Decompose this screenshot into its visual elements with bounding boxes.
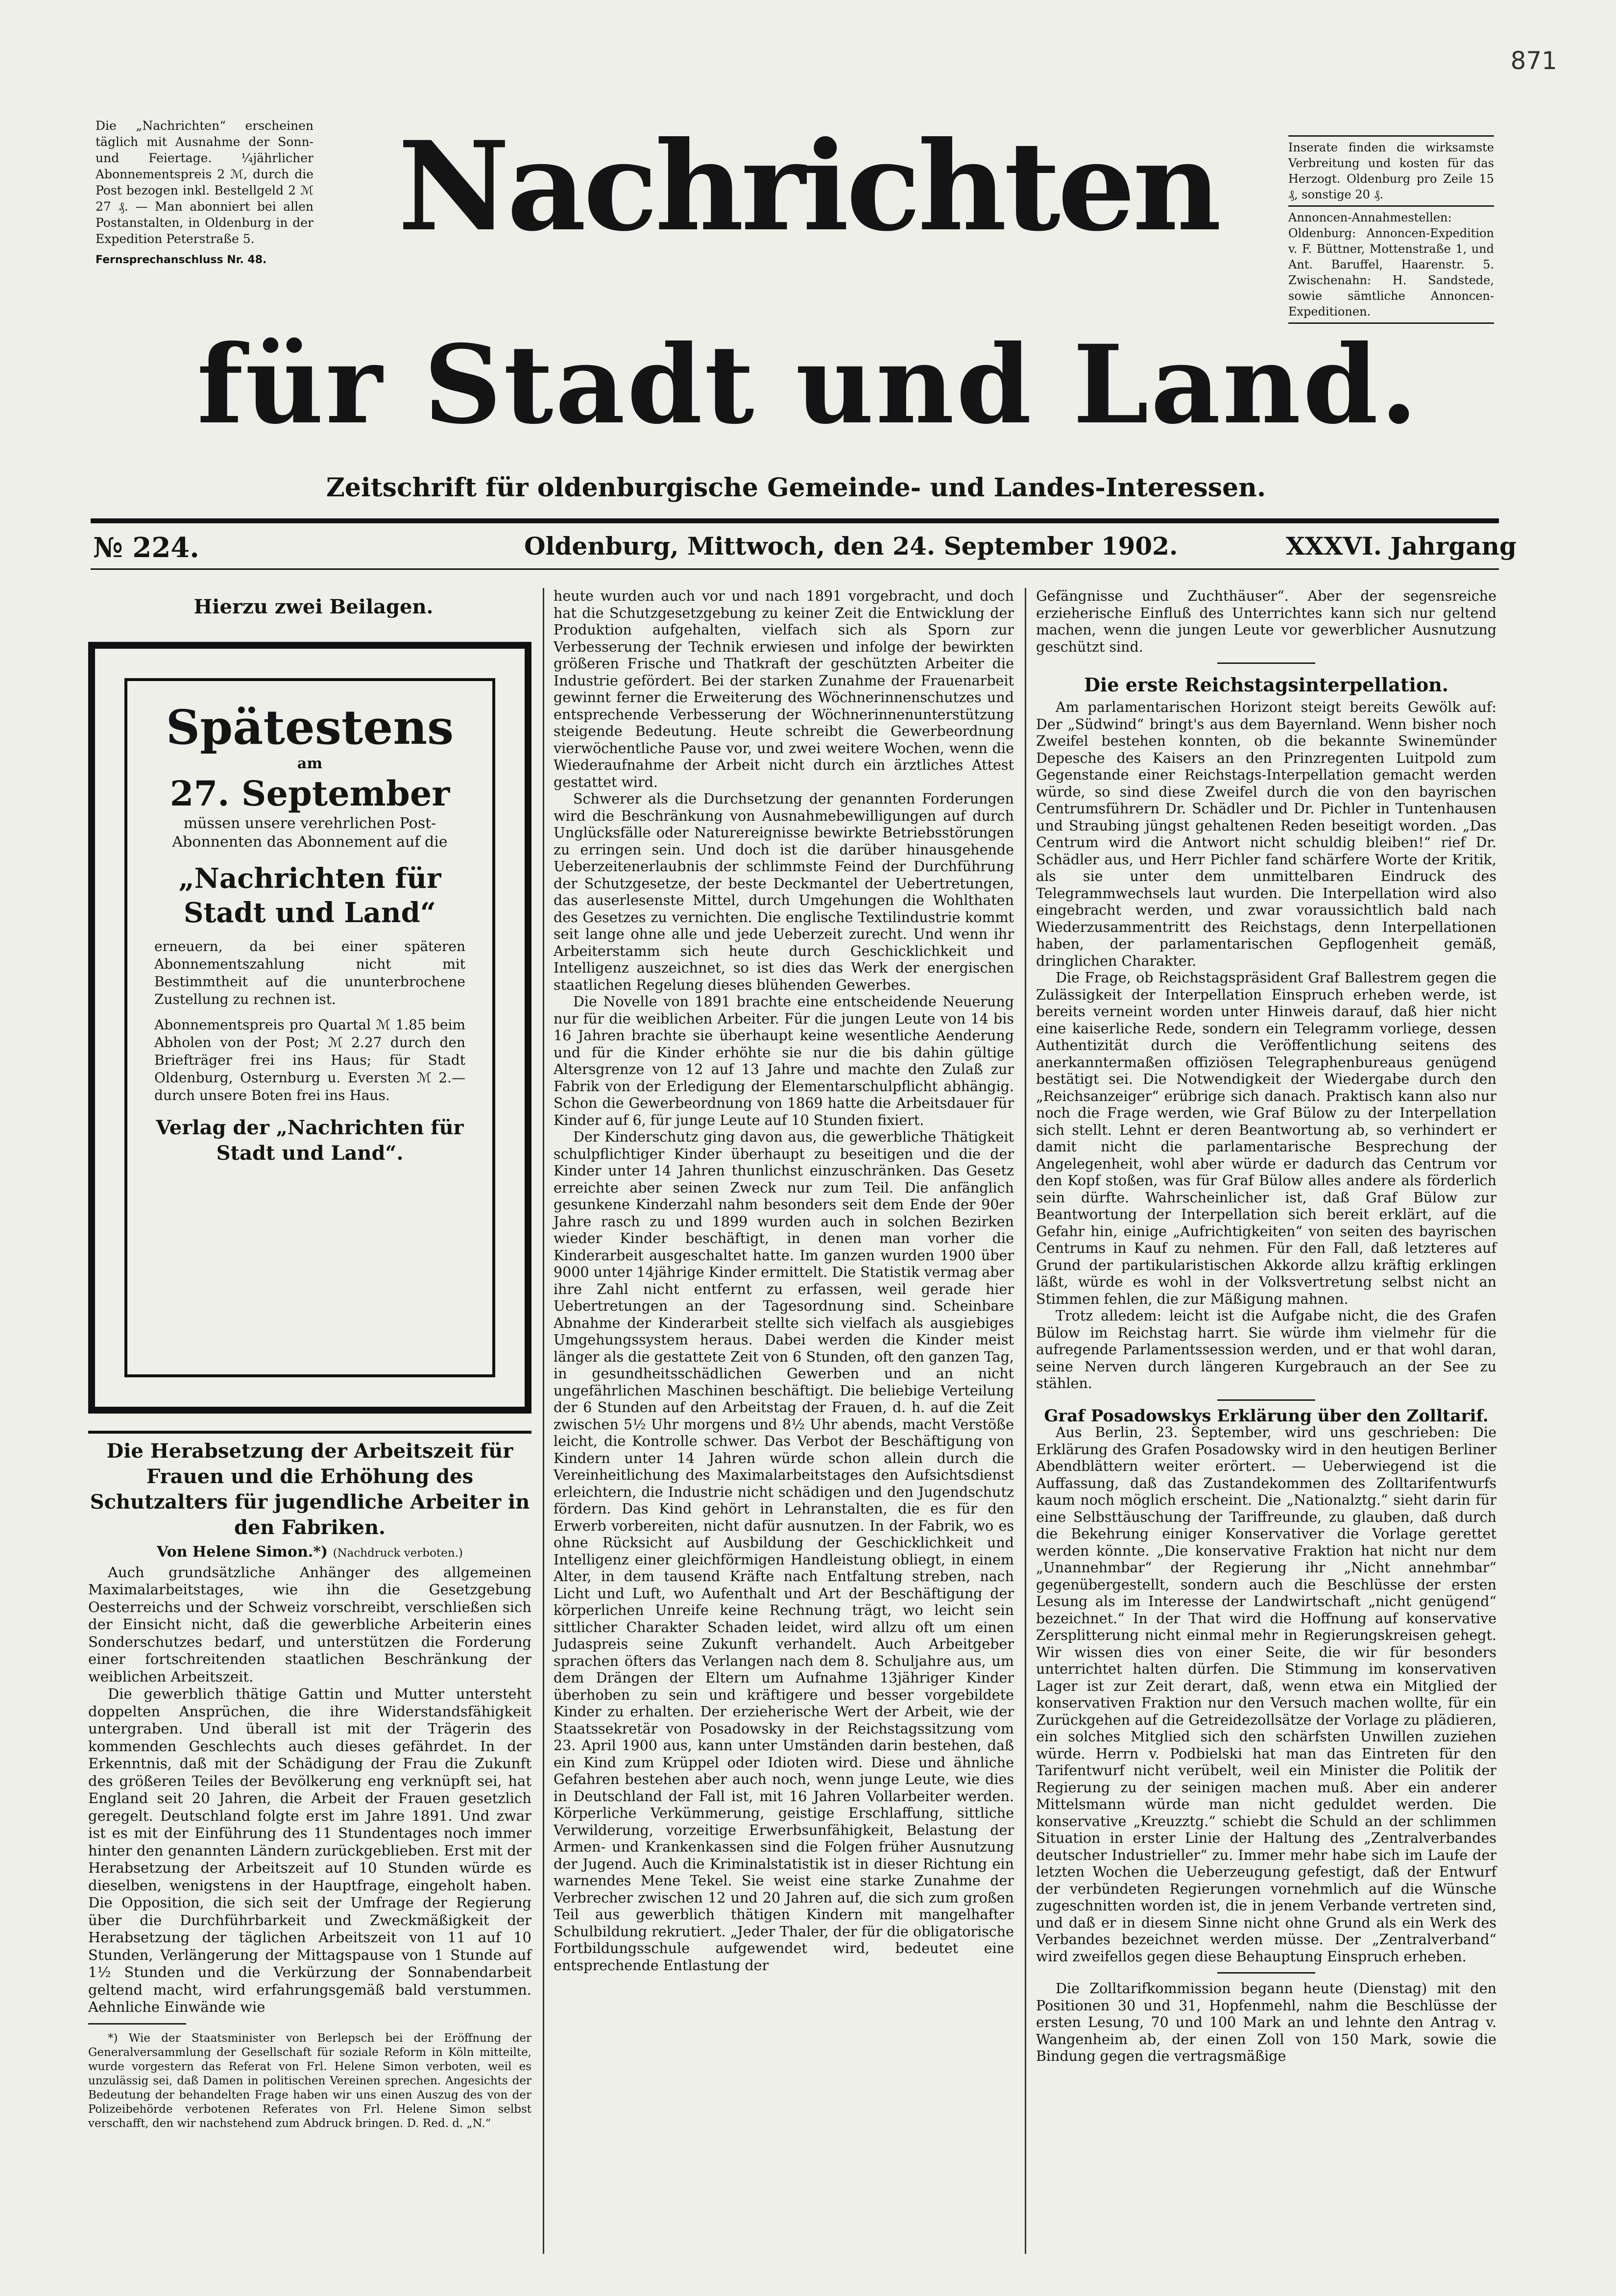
advertising-rates: Inserate finden die wirksamste Verbreitung und kosten für das Herzogt. Oldenburg pro Zeile 15 ₰, sonstige 20 ₰. xyxy=(1288,141,1494,201)
supplements-note: Hierzu zwei Beilagen. xyxy=(193,595,434,618)
interpellation-headline: Die erste Reichstagsinterpellation. xyxy=(1084,674,1449,696)
author: Von Helene Simon.*) xyxy=(157,1543,328,1561)
issue-date: Oldenburg, Mittwoch, den 24. September 1902. xyxy=(524,532,1178,561)
header-rule-top xyxy=(91,518,1499,523)
article-paragraph: heute wurden auch vor und nach 1891 vorgebracht, und doch hat die Schutzgesetzgebung zu keiner Zeit die Entwicklung der Produktion aufgehalten, vielfach sich als Sporn zur Verbesserung der Technik erwiesen und infolge der bewirkten größeren Frische und Thatkraft der geschützten Arbeiter die Industrie gefördert. Bei der starken Zunahme der Frauenarbeit gewinnt ferner die Erweiterung des Wöchnerinnenschutzes und entsprechende Verbesserung der Wöchnerinnenunterstützung steigende Bedeutung. Heute schreibt die Gewerbeordnung vierwöchentliche Pause vor, und zwei weitere Wochen, wenn die Wiederaufnahme der Arbeit nicht durch ein ärztliches Attest gestattet wird. xyxy=(554,588,1014,790)
article-headline: Die Herabsetzung der Arbeitszeit für Frauen und die Erhöhung des Schutzalters für jugendliche Arbeiter in den Fabriken. xyxy=(90,1440,530,1539)
ad-text-1: müssen unsere verehrlichen Post-Abonnenten das Abonnement auf die xyxy=(172,815,448,851)
tagline: Zeitschrift für oldenburgische Gemeinde- und Landes-Interessen. xyxy=(326,473,1266,503)
article-paragraph: Gefängnisse und Zuchthäuser“. Aber der segensreiche erzieherische Einfluß des Unterrichtes kann sich nur geltend machen, wenn die jungen Leute vor gewerblicher Ausnutzung geschützt sind. xyxy=(1036,588,1496,655)
article-paragraph: Der Kinderschutz ging davon aus, die gewerbliche Thätigkeit schulpflichtiger Kinder überhaupt zu beseitigen und die der Kinder unter 14 Jahren thunlichst einzuschränken. Das Gesetz erreichte aber seinen Zweck nur zum Teil. Die anfänglich gesunkene Kinderzahl nahm besonders seit dem Ende der 90er Jahre rasch zu und 1899 wurden auch in solchen Bezirken wieder Kinder beschäftigt, in denen man vorher die Kinderarbeit ausgeschaltet hatte. Im ganzen wurden 1900 über 9000 unter 14jährige Kinder ermittelt. Die Statistik vermag aber ihre Zahl nicht entfernt zu erfassen, weil gerade hier Uebertretungen an der Tagesordnung sind. Scheinbare Abnahme der Kinderarbeit stellte sich vielfach als ausgiebiges Umgehungssystem heraus. Dabei werden die Kinder meist länger als die gestattete Zeit von 6 Stunden, oft den ganzen Tag, in gesundheitsschädlichen Gewerben und an nicht ungefährlichen Maschinen beschäftigt. Die beliebige Verteilung der 6 Stunden auf den Arbeitstag der Frauen, d. h. auf die Zeit zwischen 5½ Uhr morgens und 8½ Uhr abends, macht Verstöße leicht, die Kontrolle schwer. Das Verbot der Beschäftigung von Kindern unter 14 Jahren würde schon allein durch die Vereinheitlichung des Maximalarbeitstages den Aufsichtsdienst erleichtern, die Industrie nicht schädigen und den Jugendschutz fördern. Das Kind gehört in Lehranstalten, die es für den Erwerb vorbereiten, nicht dafür ausnutzen. In der Fabrik, wo es ohne Rücksicht auf Ausbildung der Geschicklichkeit und Intelligenz einer gleichförmigen Handleistung obliegt, in einem Alter, in dem tausend Kräfte nach Entfaltung streben, nach Licht und Luft, wo Aufenthalt und Art der Beschäftigung der körperlichen Unreife keine Rechnung trägt, wo leicht sein sittlicher Charakter Schaden leidet, wird allzu oft um einen Judaspreis seine Zukunft verhandelt. Auch Arbeitgeber sprachen öfters das Verlangen nach dem 8. Schuljahre aus, um dem Drängen der Eltern um Aufnahme 13jähriger Kinder überhoben zu sein und kräftigere und besser vorgebildete Kinder zu erhalten. Der erzieherische Wert der Arbeit, wie der Staatssekretär von Posadowsky in der Reichstagssitzung vom 23. April 1900 aus, kann unter Umständen darin bestehen, daß ein Kind zum Krüppel oder Idioten wird. Diese und ähnliche Gefahren bestehen aber auch noch, wenn junge Leute, wie dies in Deutschland der Fall ist, mit 16 Jahren Vollarbeiter werden. Körperliche Verkümmerung, geistige Erschlaffung, sittliche Verwilderung, vorzeitige Erwerbsunfähigkeit, Belastung der Armen- und Krankenkassen sind die Folgen früher Ausnutzung der Jugend. Auch die Kriminalstatistik ist in dieser Richtung ein warnendes Mene Tekel. Sie weist eine starke Zunahme der Verbrecher zwischen 12 und 20 Jahren auf, die sich zum großen Teil aus gewerblich thätigen Kindern mit mangelhafter Schulbildung rekrutiert. „Jeder Thaler, der für die obligatorische Fortbildungsschule aufgewendet wird, bedeutet eine entsprechende Entlastung der xyxy=(554,1129,1014,1974)
article-paragraph: Schwerer als die Durchsetzung der genannten Forderungen wird die Beschränkung von Ausnahmebewilligungen auf durch Unglücksfälle oder Naturereignisse bewirkte Betriebsstörungen zu erringen sein. Und doch ist die darüber hinausgehende Ueberzeitenerlaubnis der schlimmste Feind der Durchführung der Schutzgesetze, der beste Deckmantel der Uebertretungen, das auserlesenste Mittel, durch Umgehungen die Wohlthaten des Gesetzes zu vernichten. Die englische Textilindustrie kommt seit lange ohne alle und jede Ueberzeit zurecht. Und wenn ihr Arbeiterstamm sich heute durch Geschicklichkeit und Intelligenz auszeichnet, so ist dies das Werk der energischen staatlichen Regelung dieses blühenden Gewerbes. xyxy=(554,791,1014,993)
column-3 xyxy=(1036,588,1496,2065)
article-paragraph: Die gewerblich thätige Gattin und Mutter untersteht doppelten Ansprüchen, die ihre Widerstandsfähigkeit untergraben. Und überall ist mit der Trägerin des kommenden Geschlechts auch dieses gefährdet. In der Erkenntnis, daß mit der Schädigung der Frau die Zukunft des größeren Teiles der Bevölkerung eng verknüpft sei, hat England seit 20 Jahren, die Arbeit der Frauen gesetzlich geregelt. Deutschland folgte erst im Jahre 1891. Und zwar ist es mit der Einführung des 11 Stundentages noch immer hinter den genannten Ländern zurückgeblieben. Erst mit der Herabsetzung der Arbeitszeit auf 10 Stunden würde es dieselben, wenigstens in der Hauptfrage, eingeholt haben. Die Opposition, die sich seit der Umfrage der Regierung über die Durchführbarkeit und Zweckmäßigkeit der Herabsetzung der täglichen Arbeitszeit von 11 auf 10 Stunden, Verlängerung der Mittagspause von 1 Stunde auf 1½ Stunden und die Verkürzung der Sonnabendarbeit geltend macht, wird erfahrungsgemäß bald verstummen. Aehnliche Einwände wie xyxy=(88,1685,531,2015)
article-paragraph: Trotz alledem: leicht ist die Aufgabe nicht, die des Grafen Bülow im Reichstag harrt. Sie würde ihm vielmehr für die aufregende Parlamentssession werden, und er that wohl daran, seine Nerven durch längeren Kurgebrauch an der See zu stählen. xyxy=(1036,1308,1496,1392)
column-divider xyxy=(1025,588,1026,2254)
issue-number: № 224. xyxy=(93,532,199,564)
page-number: 871 xyxy=(1510,47,1557,75)
footnote: *) Wie der Staatsminister von Berlepsch bei der Eröffnung der Generalversammlung der Gesellschaft für soziale Reform in Köln mitteilte, wurde vorgestern das Referat von Frl. Helene Simon verboten, weil es unzulässig sei, daß Damen in politischen Vereinen sprechen. Angesichts der Bedeutung der behandelten Frage haben wir uns einen Auszug des von der Polizeibehörde verbotenen Referates von Frl. Helene Simon selbst verschafft, den wir nachstehend zum Abdruck bringen. D. Red. d. „N.“ xyxy=(88,2031,531,2130)
issue-year: XXXVI. Jahrgang xyxy=(1286,532,1517,561)
advertising-notice xyxy=(1288,132,1494,327)
subscription-text: Die „Nachrichten“ erscheinen täglich mit Ausnahme der Sonn- und Feiertage. ¼jährlicher Abonnementspreis 2 ℳ, durch die Post bezogen inkl. Bestellgeld 2 ℳ 27 ₰. — Man abonniert bei allen Postanstalten, in Oldenburg in der Expedition Peterstraße 5. xyxy=(96,119,314,246)
article-paragraph: Auch grundsätzliche Anhänger des allgemeinen Maximalarbeitstages, wie ihn die Gesetzgebung Oesterreichs und der Schweiz vorschreibt, verschließen sich der Einsicht nicht, daß die gewerbliche Arbeiterin eines Sonderschutzes bedarf, und unterstützen die Forderung einer fortschreitenden staatlichen Beschränkung der weiblichen Arbeitszeit. xyxy=(88,1563,531,1685)
subscription-advertisement xyxy=(88,642,531,1414)
advertising-offices: Annoncen-Annahmestellen: Oldenburg: Annoncen-Expedition v. F. Büttner, Mottenstraße 1, und Ant. Baruffel, Haarenstr. 5. Zwischenahn: H. Sandstede, sowie sämtliche Annoncen-Expeditionen. xyxy=(1288,211,1494,318)
column-divider xyxy=(543,588,544,2254)
ad-text-2: erneuern, da bei einer späteren Abonnementszahlung nicht mit Bestimmtheit auf die ununterbrochene Zustellung zu rechnen ist. xyxy=(154,938,465,1007)
ad-publisher: Verlag der „Nachrichten für Stadt und Land“. xyxy=(156,1116,464,1165)
header-rule-bottom xyxy=(91,568,1499,570)
article-paragraph: Aus Berlin, 23. September, wird uns geschrieben: Die Erklärung des Grafen Posadowsky wird in den heutigen Berliner Abendblättern weiter erörtert. — Ueberwiegend ist die Auffassung, daß das Zustandekommen des Zolltarifentwurfs kaum noch möglich erscheint. Die „Nationalztg.“ sieht darin für eine Selbsttäuschung der Tariffreunde, zu glauben, daß durch die Bekehrung einiger Konservativer die Vorlage gerettet werden könnte. „Die konservative Fraktion hat nicht nur dem „Unannehmbar“ der Regierung ihr „Nicht annehmbar“ gegenübergestellt, sondern auch die Beschlüsse der ersten Lesung als im Interesse der Landwirtschaft „nicht genügend“ bezeichnet.“ In der That wird die Hoffnung auf konservative Zersplitterung nicht einmal mehr in Regierungskreisen gehegt. Wir wissen dies von einer Seite, die wir für besonders unterrichtet halten dürfen. Die Stimmung im konservativen Lager ist zur Zeit derart, daß, wenn etwa ein Mitglied der konservativen Fraktion nur den Versuch machen wollte, für ein Zurückgehen auf die Getreidezollsätze der Vorlage zu plädieren, ein solches Mitglied sich den schärfsten Unwillen zuziehen würde. Herrn v. Podbielski hat man das Eintreten für den Tarifentwurf nicht verübelt, weil ein Minister die Politik der Regierung zu der seinigen machen muß. Aber ein anderer Mittelsmann würde man nicht geduldet werden. Die konservative „Kreuzztg.“ schiebt die Schuld an der schlimmen Situation in erster Linie der Haltung des „Zentralverbandes deutscher Industrieller“ zu. Immer mehr habe sich im Laufe der letzten Wochen die Ueberzeugung gefestigt, daß der Entwurf der verbündeten Regierungen vornehmlich auf die Wünsche zugeschnitten worden ist, die in jenem Verbande vertreten sind, und daß er in diesem Sinne nicht ohne Grund als ein Werk des Verbandes bezeichnet werden müsse. Der „Zentralverband“ wird zweifellos gegen diese Behauptung Einspruch erheben. xyxy=(1036,1424,1496,1965)
ad-am: am xyxy=(297,755,323,772)
ad-paper-title: „Nachrichten für Stadt und Land“ xyxy=(178,862,441,929)
phone-number: Fernsprechanschluss Nr. 48. xyxy=(96,254,267,266)
article-paragraph: Am parlamentarischen Horizont steigt bereits Gewölk auf: Der „Südwind“ bringt's aus dem Bayernland. Wenn bisher noch Zweifel bestehen konnten, ob die bekannte Swinemünder Depesche des Kaisers an den Prinzregenten Luitpold zum Gegenstande einer Reichstags-Interpellation gemacht werden würde, so sind diese Zweifel durch die von den bayrischen Centrumsführern Dr. Schädler und Dr. Pichler in Tuntenhausen und Straubing jüngst gehaltenen Reden beseitigt worden. „Das Centrum wird die Antwort nicht schuldig bleiben!“ rief Dr. Schädler aus, und Herr Pichler fand schärfere Worte der Kritik, als sie unter dem unmittelbaren Eindruck des Telegrammwechsels laut wurden. Die Interpellation wird also eingebracht werden, und zwar voraussichtlich bald nach Wiederzusammentritt des Reichstags, denn Interpellationen haben, der parlamentarischen Gepflogenheit gemäß, dringlichen Charakter. xyxy=(1036,699,1496,969)
ad-date: 27. September xyxy=(169,773,450,814)
ad-headline: Spätestens xyxy=(166,700,454,755)
posadowsky-headline: Graf Posadowskys Erklärung über den Zolltarif. xyxy=(1044,1406,1489,1426)
column-2 xyxy=(554,588,1014,1974)
column-1 xyxy=(88,1431,531,2131)
article-paragraph: Die Zolltarifkommission begann heute (Dienstag) mit den Positionen 30 und 31, Hopfenmehl, nahm die Beschlüsse der ersten Lesung, 70 und 100 Mark an und lehnte den Antrag v. Wangenheim ab, der einen Zoll von 150 Mark, sowie die Bindung gegen die vertragsmäßige xyxy=(1036,1980,1496,2064)
masthead-title: Nachrichten xyxy=(398,114,1219,258)
article-paragraph: Die Novelle von 1891 brachte eine entscheidende Neuerung nur für die weiblichen Arbeiter. Für die jungen Leute von 14 bis 16 Jahren brachte sie überhaupt keine wesentliche Aenderung und für die Kinder erhöhte sie nur die bis dahin gültige Altersgrenze von 12 auf 13 Jahre und machte den Zulaß zur Fabrik von der Erledigung der Elementarschulpflicht abhängig. Schon die Gewerbeordnung von 1869 hatte die Arbeitsdauer für Kinder auf 6, für junge Leute auf 10 Stunden fixiert. xyxy=(554,994,1014,1128)
ad-text-3: Abonnementspreis pro Quartal ℳ 1.85 beim Abholen von der Post; ℳ 2.27 durch den Briefträger frei ins Haus; für Stadt Oldenburg, Osternburg u. Eversten ℳ 2.— durch unsere Boten frei ins Haus. xyxy=(154,1017,465,1103)
masthead-subtitle: für Stadt und Land. xyxy=(196,321,1420,448)
article-paragraph: Die Frage, ob Reichstagspräsident Graf Ballestrem gegen die Zulässigkeit der Interpellation Einspruch erheben werde, ist bereits verneint worden unter Hinweis darauf, daß hier nicht eine kaiserliche Rede, sondern ein Telegramm vorliege, dessen Authentizität durch die Veröffentlichung seitens des anerkanntermaßen offiziösen Telegraphenbureaus genügend bestätigt sei. Die Notwendigkeit der Wiedergabe durch den „Reichsanzeiger“ erübrige sich danach. Praktisch kann also nur noch die Frage werden, wie Graf Bülow zu der Interpellation sich stellt. Lehnt er deren Beantwortung ab, so verhindert er damit nicht die parlamentarische Besprechung der Angelegenheit, wohl aber würde er dadurch das Centrum vor den Kopf stoßen, was für Graf Bülow alles andere als förderlich sein dürfte. Wahrscheinlicher ist, daß Graf Bülow zur Beantwortung der Interpellation sich bereit erklärt, auf die Gefahr hin, einige „Aufrichtigkeiten“ von seiten des bayrischen Centrums in Kauf zu nehmen. Für den Fall, daß letzteres auf Grund der partikularistischen Akkorde allzu kräftig erklingen läßt, würde es wohl in der Volksvertretung selbst nicht an Stimmen fehlen, die zur Mäßigung mahnen. xyxy=(1036,970,1496,1307)
subscription-notice xyxy=(96,118,314,268)
reprint-note: (Nachdruck verboten.) xyxy=(333,1547,463,1560)
article-byline xyxy=(88,1543,531,1561)
